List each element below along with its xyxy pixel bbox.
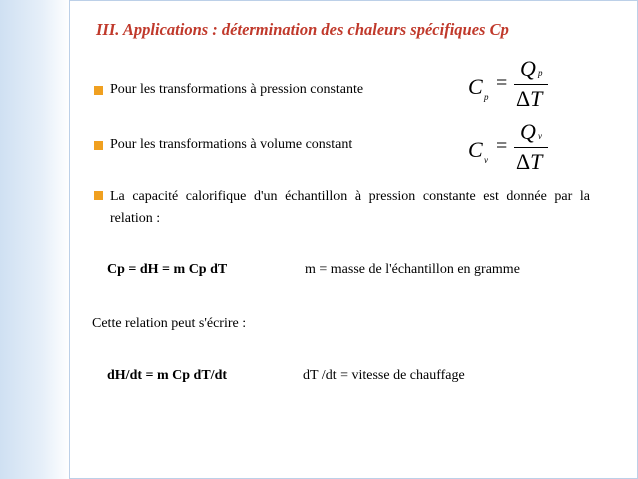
formula-cp-fraction-bar (514, 84, 548, 85)
sidebar-divider (69, 0, 70, 479)
bullet-text-capacite: La capacité calorifique d'un échantillon à pression constante est donnée par la relation : (110, 189, 590, 226)
bullet-marker-2 (94, 141, 103, 150)
relation-note: m = masse de l'échantillon en gramme (305, 262, 520, 277)
sidebar-decoration (0, 0, 70, 479)
slide-title: III. Applications : détermination des chaleurs spécifiques Cp (96, 20, 509, 39)
formula-cp-numerator-sub: p (538, 68, 543, 78)
formula-cv-equals: = (496, 135, 508, 157)
bullet-marker-3 (94, 191, 103, 200)
formula-cp-lhs-sub: p (484, 92, 489, 102)
bullet-text-pression: Pour les transformations à pression constante (110, 82, 364, 97)
formula-cp (468, 56, 578, 116)
relation-equation: Cp = dH = m Cp dT (107, 262, 228, 277)
formula-cp-equals: = (496, 72, 508, 94)
derivative-equation: dH/dt = m Cp dT/dt (107, 368, 228, 383)
formula-cv-fraction-bar (514, 147, 548, 148)
derivative-note: dT /dt = vitesse de chauffage (303, 368, 465, 383)
formula-cv (468, 119, 578, 179)
formula-cv-lhs-sub: v (484, 155, 488, 165)
formula-cp-lhs: C (468, 74, 483, 99)
formula-cv-numerator-sub: v (538, 131, 542, 141)
formula-cv-denominator: ΔT (516, 149, 543, 174)
formula-cp-denominator: ΔT (516, 86, 543, 111)
rewrite-intro: Cette relation peut s'écrire : (92, 316, 247, 331)
bullet-marker-1 (94, 86, 103, 95)
formula-cp-numerator: Q (520, 56, 536, 81)
bullet-text-volume: Pour les transformations à volume constant (110, 137, 353, 152)
formula-cv-lhs: C (468, 137, 483, 162)
formula-cv-numerator: Q (520, 119, 536, 144)
